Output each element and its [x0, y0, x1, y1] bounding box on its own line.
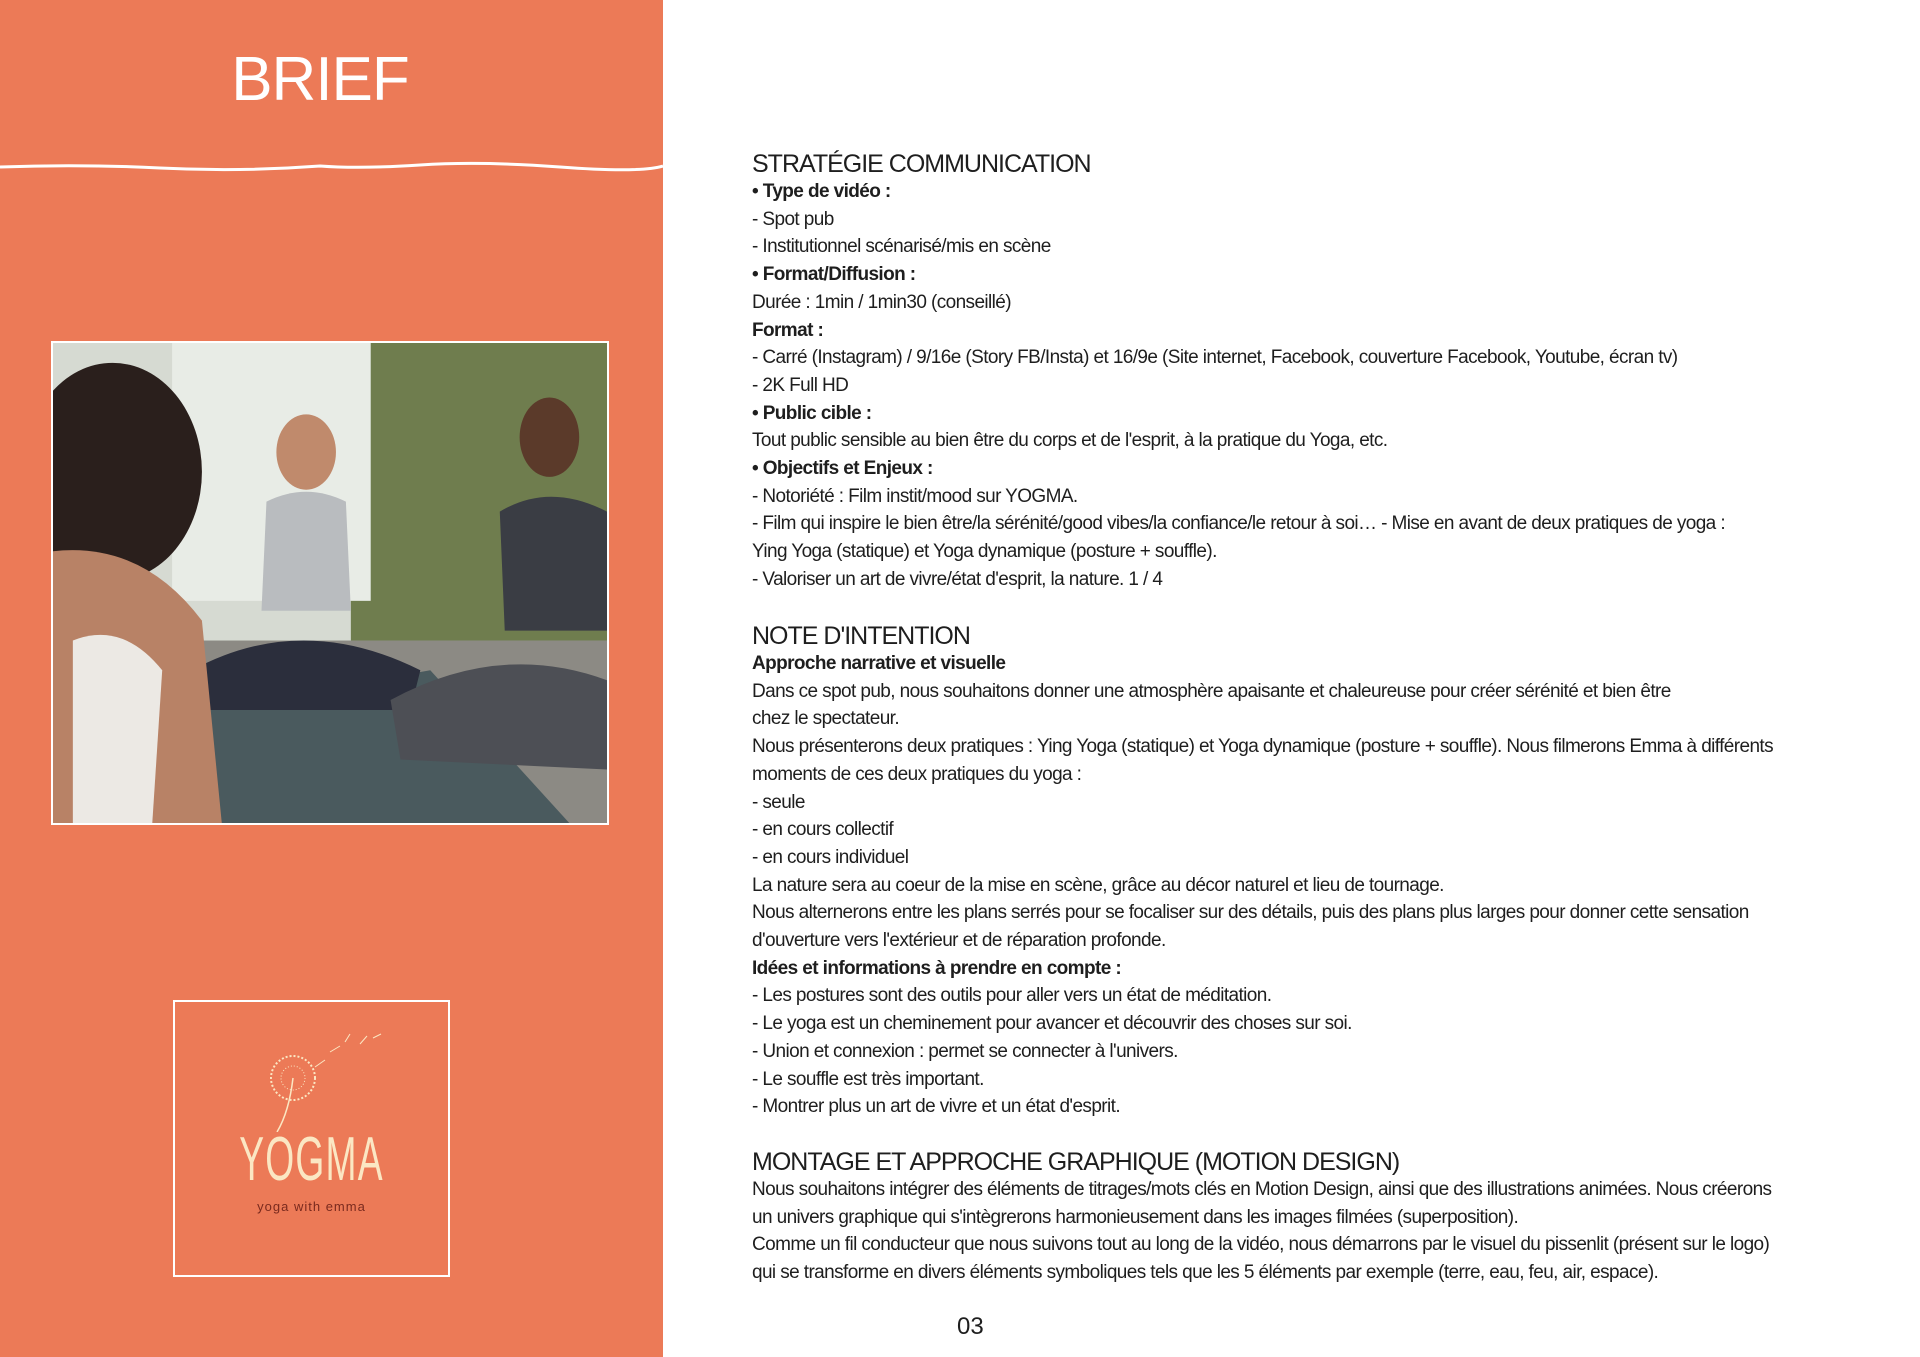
text-line: qui se transforme en divers éléments symboliques tels que les 5 éléments par exemple (terre, eau, feu, air, espace). [752, 1262, 1659, 1284]
dandelion-icon [255, 1032, 385, 1132]
text-line: - en cours individuel [752, 846, 909, 868]
text-line: - Spot pub [752, 208, 834, 230]
text-line: La nature sera au coeur de la mise en scène, grâce au décor naturel et lieu de tournage. [752, 874, 1444, 896]
section-note-intention [752, 620, 1882, 1121]
subheading: • Public cible : [752, 402, 872, 424]
text-line: d'ouverture vers l'extérieur et de réparation profonde. [752, 930, 1166, 952]
text-line: - Le souffle est très important. [752, 1068, 984, 1090]
text-line: - Carré (Instagram) / 9/16e (Story FB/Insta) et 16/9e (Site internet, Facebook, couverture Facebook, Youtube, écran tv) [752, 347, 1678, 369]
text-line: - Valoriser un art de vivre/état d'esprit, la nature. 1 / 4 [752, 568, 1163, 590]
text-line: Nous souhaitons intégrer des éléments de titrages/mots clés en Motion Design, ainsi que des illustrations animées. Nous créerons [752, 1179, 1772, 1200]
logo-tagline: yoga with emma [257, 1199, 366, 1214]
page-title: BRIEF [231, 45, 409, 114]
section-heading: MONTAGE ET APPROCHE GRAPHIQUE (MOTION DESIGN) [752, 1148, 1400, 1176]
text-line: - seule [752, 791, 805, 813]
text-line: Durée : 1min / 1min30 (conseillé) [752, 291, 1011, 313]
text-line: chez le spectateur. [752, 708, 900, 730]
text-line: - Le yoga est un cheminement pour avancer et découvrir des choses sur soi. [752, 1013, 1352, 1035]
subheading: • Type de vidéo : [752, 181, 891, 202]
subheading: Idées et informations à prendre en compte : [752, 957, 1122, 979]
section-heading: NOTE D'INTENTION [752, 622, 970, 650]
yogma-logo [173, 1000, 450, 1277]
text-line: Nous alternerons entre les plans serrés pour se focaliser sur des détails, puis des plans plus larges pour donner cette sensation [752, 902, 1749, 924]
text-line: Dans ce spot pub, nous souhaitons donner une atmosphère apaisante et chaleureuse pour créer sérénité et bien être [752, 680, 1671, 702]
text-line: Nous présenterons deux pratiques : Ying Yoga (statique) et Yoga dynamique (posture + souffle). Nous filmerons Emma à différents [752, 736, 1774, 758]
text-line: Tout public sensible au bien être du corps et de l'esprit, à la pratique du Yoga, etc. [752, 430, 1388, 452]
text-line: - 2K Full HD [752, 374, 849, 396]
subheading: Format : [752, 319, 824, 341]
logo-name: YOGMA [239, 1125, 384, 1194]
text-line: - Notoriété : Film instit/mood sur YOGMA. [752, 485, 1078, 507]
subheading: • Format/Diffusion : [752, 264, 916, 286]
text-line: - Institutionnel scénarisé/mis en scène [752, 236, 1051, 258]
section-montage [752, 1146, 1882, 1287]
text-line: - Union et connexion : permet se connecter à l'univers. [752, 1040, 1178, 1062]
section-heading: STRATÉGIE COMMUNICATION [752, 150, 1091, 178]
yoga-class-photo [51, 341, 609, 825]
text-line: Ying Yoga (statique) et Yoga dynamique (posture + souffle). [752, 541, 1217, 563]
text-line: un univers graphique qui s'intègrerons harmonieusement dans les images filmées (superposition). [752, 1206, 1519, 1228]
subheading: Approche narrative et visuelle [752, 653, 1006, 674]
text-line: - Film qui inspire le bien être/la sérénité/good vibes/la confiance/le retour à soi… - Mise en avant de deux pratiques de yoga : [752, 513, 1725, 535]
subheading: • Objectifs et Enjeux : [752, 458, 933, 480]
section-strategie [752, 148, 1882, 594]
wave-divider [0, 156, 663, 178]
text-line: moments de ces deux pratiques du yoga : [752, 763, 1082, 785]
page-number: 03 [957, 1313, 984, 1340]
text-line: - Montrer plus un art de vivre et un état d'esprit. [752, 1096, 1120, 1118]
text-line: - Les postures sont des outils pour aller vers un état de méditation. [752, 985, 1272, 1007]
text-line: - en cours collectif [752, 819, 894, 841]
left-panel [0, 0, 663, 1357]
text-line: Comme un fil conducteur que nous suivons tout au long de la vidéo, nous démarrons par le visuel du pissenlit (présent sur le logo) [752, 1234, 1770, 1256]
